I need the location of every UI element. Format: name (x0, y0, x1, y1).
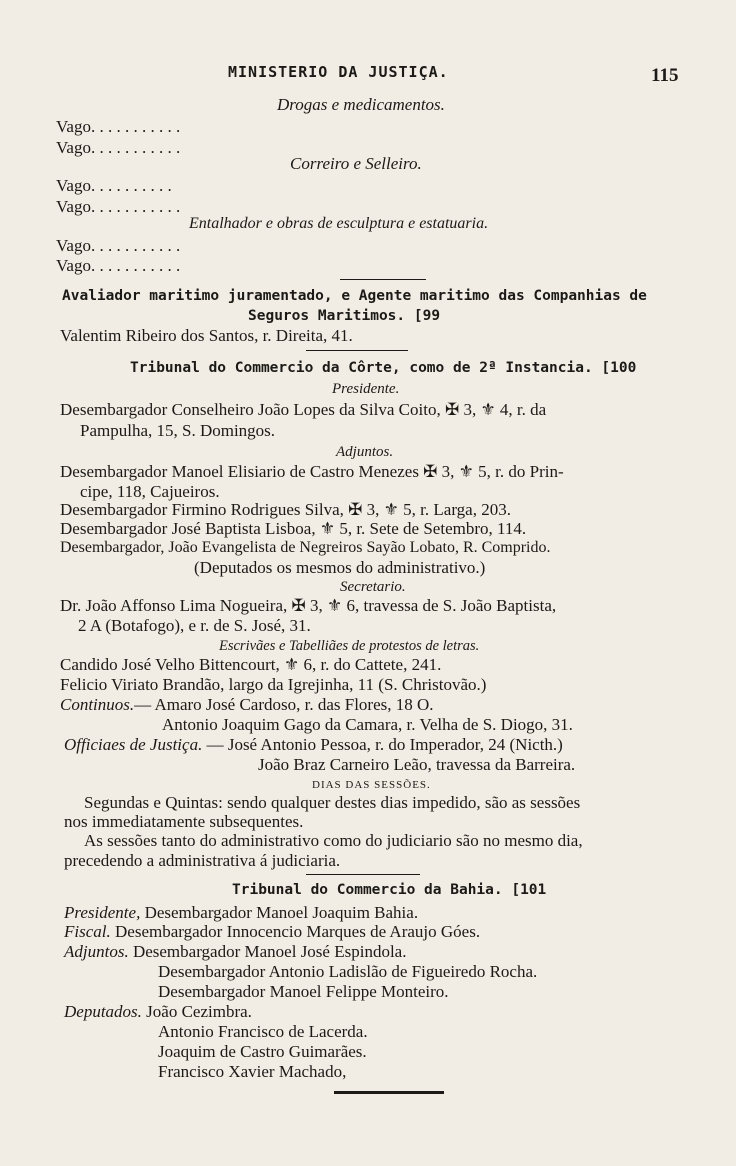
subheading: Secretario. (340, 579, 406, 595)
entry-line: João Braz Carneiro Leão, travessa da Barreira. (258, 755, 576, 774)
divider (340, 279, 426, 280)
entry-line: Candido José Velho Bittencourt, ⚜ 6, r. do Cattete, 241. (60, 655, 442, 674)
section-heading: Tribunal do Commercio da Côrte, como de 2ª Instancia. [100 (130, 360, 637, 376)
subheading: DIAS DAS SESSÕES. (312, 779, 431, 791)
vacancy-line: Vago. . . . . . . . . . . (56, 138, 181, 157)
entry-line: Desembargador Conselheiro João Lopes da Silva Coito, ✠ 3, ⚜ 4, r. da (60, 400, 547, 419)
entry-line: Felicio Viriato Brandão, largo da Igrejinha, 11 (S. Christovão.) (60, 675, 487, 694)
section-heading: Entalhador e obras de esculptura e estatuaria. (189, 215, 489, 232)
entry-line: Antonio Joaquim Gago da Camara, r. Velha de S. Diogo, 31. (162, 715, 573, 734)
entry-line: Desembargador Firmino Rodrigues Silva, ✠ 3, ⚜ 5, r. Larga, 203. (60, 500, 511, 519)
entry-line: Desembargador Antonio Ladislão de Figueiredo Rocha. (158, 962, 538, 981)
entry-line: Deputados. João Cezimbra. (64, 1002, 252, 1021)
divider (306, 350, 408, 351)
entry-line: Francisco Xavier Machado, (158, 1062, 347, 1081)
page-number: 115 (651, 65, 679, 86)
subheading: Presidente. (332, 381, 400, 397)
entry-line: 2 A (Botafogo), e r. de S. José, 31. (78, 616, 311, 635)
vacancy-line: Vago. . . . . . . . . . . (56, 256, 181, 275)
vacancy-line: Vago. . . . . . . . . . (56, 176, 172, 195)
page-header-title: MINISTERIO DA JUSTIÇA. (228, 63, 449, 81)
entry-line: Valentim Ribeiro dos Santos, r. Direita, 41. (60, 326, 353, 345)
entry-line: Presidente, Desembargador Manoel Joaquim Bahia. (64, 903, 419, 922)
entry-line: nos immediatamente subsequentes. (64, 812, 304, 831)
vacancy-line: Vago. . . . . . . . . . . (56, 236, 181, 255)
entry-line: Desembargador Manoel Felippe Monteiro. (158, 982, 449, 1001)
vacancy-line: Vago. . . . . . . . . . . (56, 197, 181, 216)
entry-line: Desembargador, João Evangelista de Negreiros Sayão Lobato, R. Comprido. (60, 539, 551, 556)
entry-line: precedendo a administrativa á judiciaria. (64, 851, 341, 870)
entry-line: Pampulha, 15, S. Domingos. (80, 421, 276, 440)
section-heading: Avaliador maritimo juramentado, e Agente maritimo das Companhias de (62, 288, 647, 304)
entry-line: As sessões tanto do administrativo como do judiciario são no mesmo dia, (84, 831, 583, 850)
entry-line: Antonio Francisco de Lacerda. (158, 1022, 368, 1041)
section-heading: Correiro e Selleiro. (290, 154, 422, 173)
divider (306, 874, 420, 875)
entry-line: Fiscal. Desembargador Innocencio Marques de Araujo Góes. (64, 922, 481, 941)
entry-line: Officiaes de Justiça. — José Antonio Pessoa, r. do Imperador, 24 (Nicth.) (64, 735, 563, 754)
section-heading: Drogas e medicamentos. (277, 95, 445, 114)
divider (334, 1091, 444, 1094)
entry-line: cipe, 118, Cajueiros. (80, 482, 220, 501)
subheading: Escrivães e Tabelliães de protestos de letras. (219, 638, 480, 654)
vacancy-line: Vago. . . . . . . . . . . (56, 117, 181, 136)
section-heading: Seguros Maritimos. [99 (248, 308, 441, 324)
subheading: Adjuntos. (336, 444, 394, 460)
entry-line: Continuos.— Amaro José Cardoso, r. das Flores, 18 O. (60, 695, 434, 714)
entry-line: Joaquim de Castro Guimarães. (158, 1042, 367, 1061)
entry-line: Segundas e Quintas: sendo qualquer destes dias impedido, são as sessões (84, 793, 581, 812)
entry-line: Desembargador Manoel Elisiario de Castro Menezes ✠ 3, ⚜ 5, r. do Prin- (60, 462, 564, 481)
entry-line: Desembargador José Baptista Lisboa, ⚜ 5, r. Sete de Setembro, 114. (60, 519, 527, 538)
entry-line: Adjuntos. Desembargador Manoel José Espindola. (64, 942, 407, 961)
entry-line: Dr. João Affonso Lima Nogueira, ✠ 3, ⚜ 6, travessa de S. João Baptista, (60, 596, 557, 615)
section-heading: Tribunal do Commercio da Bahia. [101 (232, 882, 547, 898)
entry-line: (Deputados os mesmos do administrativo.) (194, 558, 486, 577)
